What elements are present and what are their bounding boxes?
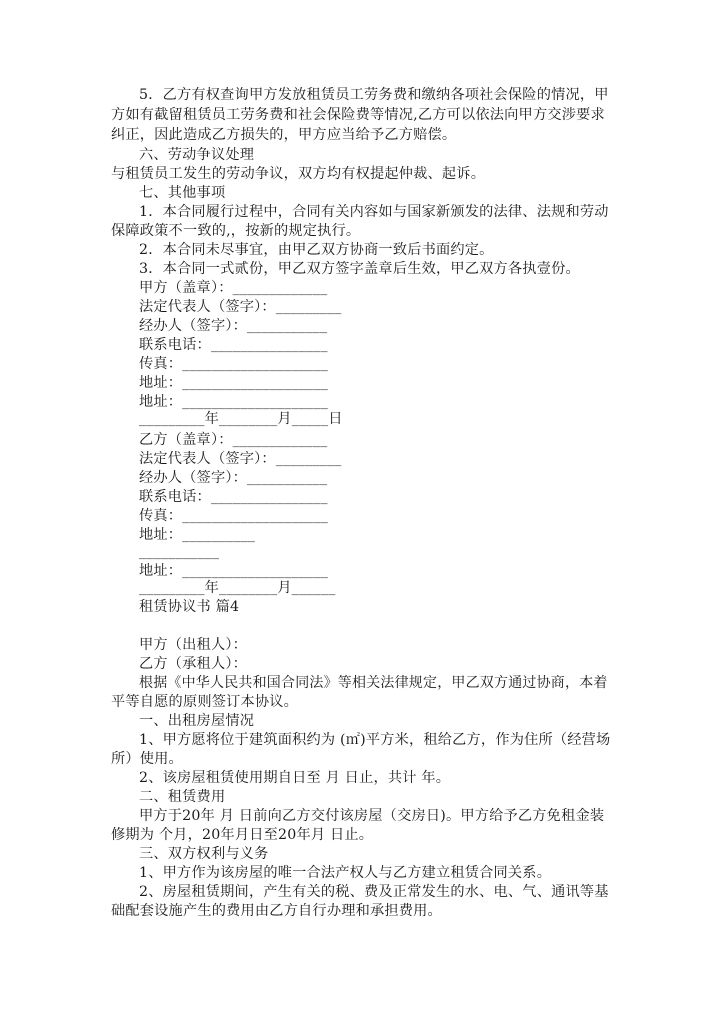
section-heading: 七、其他事项 — [139, 185, 226, 201]
signature-field: 地址：____________________ — [139, 394, 329, 410]
paragraph-line: 与租赁员工发生的劳动争议，双方均有权提起仲裁、起诉。 — [111, 166, 486, 182]
signature-field: 法定代表人（签字）：_________ — [139, 299, 342, 315]
signature-field: 联系电话：________________ — [139, 489, 328, 505]
signature-field: ___________ — [139, 544, 220, 560]
paragraph-line: 保障政策不一致的,，按新的规定执行。 — [111, 223, 361, 239]
paragraph-line: 所）使用。 — [111, 751, 183, 767]
signature-field: 地址：____________________ — [139, 375, 329, 391]
section-heading: 六、劳动争议处理 — [139, 147, 255, 163]
signature-field: 甲方（盖章）：_____________ — [139, 280, 328, 296]
paragraph-line: 根据《中华人民共和国合同法》等相关法律规定，甲乙双方通过协商，本着 — [139, 675, 608, 691]
paragraph-line: 2、房屋租赁期间，产生有关的税、费及正常发生的水、电、气、通讯等基 — [139, 884, 609, 900]
paragraph-line: 1、甲方愿将位于建筑面积约为 (㎡)平方米，租给乙方，作为住所（经营场 — [139, 732, 611, 748]
party-line: 乙方（承租人）： — [139, 656, 248, 672]
signature-field: 经办人（签字）：___________ — [139, 318, 328, 334]
section-heading: 三、双方权利与义务 — [139, 846, 269, 862]
paragraph-line: 2、该房屋租赁使用期自日至 月 日止，共计 年。 — [139, 770, 451, 786]
paragraph-line: 甲方于20年 月 日前向乙方交付该房屋（交房日)。甲方给予乙方免租金装 — [139, 808, 605, 824]
paragraph-line: 5．乙方有权查询甲方发放租赁员工劳务费和缴纳各项社会保险的情况，甲 — [139, 87, 609, 103]
signature-field: 经办人（签字）：___________ — [139, 470, 328, 486]
paragraph-line: 3．本合同一式贰份，甲乙双方签字盖章后生效，甲乙双方各执壹份。 — [139, 261, 580, 277]
paragraph-line: 平等自愿的原则签订本协议。 — [111, 694, 299, 710]
signature-field: 地址：__________ — [139, 527, 256, 543]
signature-field: 传真：____________________ — [139, 356, 329, 372]
section-heading: 二、租赁费用 — [139, 789, 226, 805]
paragraph-line: 2．本合同未尽事宜，由甲乙双方协商一致后书面约定。 — [139, 242, 494, 258]
article-title: 租赁协议书 篇4 — [139, 599, 240, 615]
paragraph-line: 纠正，因此造成乙方损失的，甲方应当给予乙方赔偿。 — [111, 127, 457, 143]
party-line: 甲方（出租人）： — [139, 637, 248, 653]
signature-field: 地址：____________________ — [139, 563, 329, 579]
date-field: _________年________月_____日 — [139, 411, 343, 427]
section-heading: 一、出租房屋情况 — [139, 713, 255, 729]
signature-field: 乙方（盖章）：_____________ — [139, 432, 328, 448]
paragraph-line: 方如有截留租赁员工劳务费和社会保险费等情况,乙方可以依法向甲方交涉要求 — [111, 107, 605, 123]
signature-field: 法定代表人（签字）：_________ — [139, 451, 342, 467]
paragraph-line: 1．本合同履行过程中，合同有关内容如与国家新颁发的法律、法规和劳动 — [139, 204, 609, 220]
date-field: _________年________月______ — [139, 580, 336, 596]
signature-field: 传真：____________________ — [139, 508, 329, 524]
signature-field: 联系电话：________________ — [139, 337, 328, 353]
paragraph-line: 修期为 个月，20年月日至20年月 日止。 — [111, 827, 374, 843]
paragraph-line: 1、甲方作为该房屋的唯一合法产权人与乙方建立租赁合同关系。 — [139, 865, 552, 881]
paragraph-line: 础配套设施产生的费用由乙方自行办理和承担费用。 — [111, 903, 442, 919]
